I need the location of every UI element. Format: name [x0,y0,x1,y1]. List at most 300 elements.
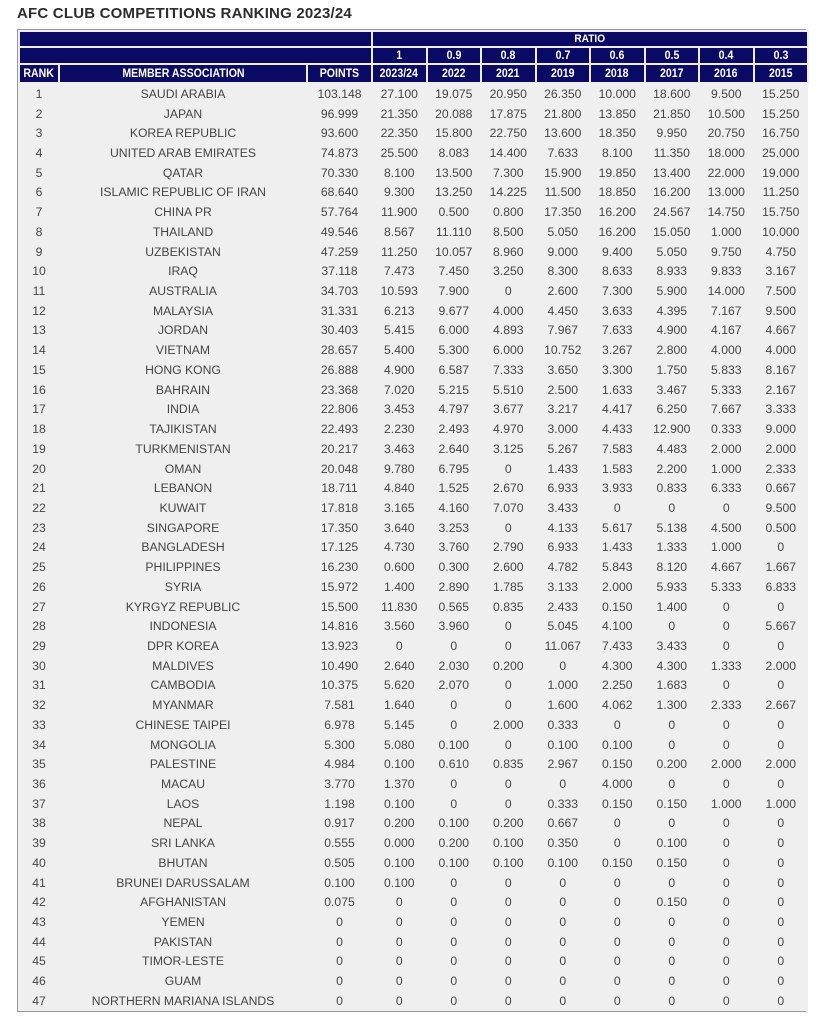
ratio-cell: 0 [645,912,700,932]
ratio-cell: 18.350 [590,123,645,143]
table-row [19,242,808,262]
ratio-cell: 0 [754,676,809,696]
association-cell: SRI LANKA [59,833,307,853]
ratio-cell: 7.633 [536,143,591,163]
association-cell: TURKMENISTAN [59,439,307,459]
table-row [19,518,808,538]
ratio-cell: 0 [481,912,536,932]
table-row [19,833,808,853]
ratio-cell: 14.400 [481,143,536,163]
rank-cell: 38 [19,814,59,834]
ratio-cell: 0 [645,715,700,735]
ratio-cell: 2.200 [645,459,700,479]
association-cell: UNITED ARAB EMIRATES [59,143,307,163]
points-cell: 30.403 [307,321,372,341]
rank-cell: 46 [19,971,59,991]
ratio-cell: 0 [481,616,536,636]
ratio-cell: 8.500 [481,222,536,242]
points-cell: 5.300 [307,735,372,755]
ratio-cell: 11.067 [536,636,591,656]
ratio-cell: 11.900 [372,202,427,222]
points-cell: 28.657 [307,340,372,360]
ratio-cell: 0 [590,892,645,912]
ratio-cell: 10.000 [754,222,809,242]
association-cell: MACAU [59,774,307,794]
ratio-cell: 0 [699,498,754,518]
points-cell: 93.600 [307,123,372,143]
ratio-cell: 2.000 [699,439,754,459]
points-cell: 14.816 [307,616,372,636]
ratio-cell: 0.333 [536,715,591,735]
points-cell: 23.368 [307,380,372,400]
table-row [19,301,808,321]
ratio-cell: 20.950 [481,83,536,104]
table-row [19,557,808,577]
association-column-header [59,64,307,83]
header-spacer-cell [19,31,372,47]
ratio-cell: 2.333 [699,695,754,715]
ratio-cell: 10.057 [427,242,482,262]
ratio-cell: 5.333 [699,577,754,597]
ratio-cell: 3.250 [481,261,536,281]
ratio-cell: 21.350 [372,104,427,124]
ratio-value-label: 0.5 [664,49,680,62]
ratio-cell: 0 [754,952,809,972]
ratio-cell: 0.667 [536,814,591,834]
ratio-cell: 0 [372,952,427,972]
rank-cell: 3 [19,123,59,143]
table-row [19,380,808,400]
ratio-cell: 19.000 [754,163,809,183]
ratio-cell: 0 [754,892,809,912]
points-cell: 0 [307,971,372,991]
ratio-cell: 1.333 [645,538,700,558]
ratio-cell: 6.933 [536,538,591,558]
ratio-cell: 0 [427,715,482,735]
table-row [19,754,808,774]
year-column-header [427,64,482,83]
ratio-cell: 9.780 [372,459,427,479]
rank-cell: 20 [19,459,59,479]
column-label: 2021 [496,67,521,80]
ratio-cell: 5.050 [645,242,700,262]
ratio-cell: 17.875 [481,104,536,124]
association-cell: UZBEKISTAN [59,242,307,262]
ratio-cell: 7.667 [699,400,754,420]
ratio-cell: 0.150 [590,754,645,774]
ratio-cell: 0.200 [481,656,536,676]
ratio-cell: 0 [481,774,536,794]
association-cell: PAKISTAN [59,932,307,952]
ratio-cell: 0 [536,952,591,972]
ratio-cell: 0.667 [754,478,809,498]
ratio-cell: 9.833 [699,261,754,281]
ratio-cell: 0 [590,715,645,735]
points-cell: 0.917 [307,814,372,834]
points-cell: 17.818 [307,498,372,518]
ratio-cell: 4.900 [645,321,700,341]
ratio-cell: 6.833 [754,577,809,597]
ratio-value-label: 0.8 [500,49,516,62]
ratio-cell: 4.062 [590,695,645,715]
ratio-cell: 0 [372,912,427,932]
ratio-cell: 0 [427,991,482,1011]
ratio-cell: 0 [536,656,591,676]
ratio-cell: 0.610 [427,754,482,774]
points-cell: 57.764 [307,202,372,222]
ratio-cell: 0.300 [427,557,482,577]
ratio-cell: 0.100 [372,794,427,814]
points-cell: 0 [307,932,372,952]
ratio-cell: 4.667 [754,321,809,341]
ratio-cell: 4.840 [372,478,427,498]
ratio-value-header [699,47,754,64]
ratio-cell: 0 [645,952,700,972]
ratio-cell: 11.250 [754,183,809,203]
rank-cell: 42 [19,892,59,912]
ratio-cell: 13.250 [427,183,482,203]
ratio-cell: 0 [754,971,809,991]
points-cell: 68.640 [307,183,372,203]
ratio-cell: 5.333 [699,380,754,400]
rank-cell: 10 [19,261,59,281]
rank-cell: 8 [19,222,59,242]
ratio-cell: 8.083 [427,143,482,163]
ratio-cell: 0 [536,774,591,794]
ratio-cell: 3.560 [372,616,427,636]
association-cell: ISLAMIC REPUBLIC OF IRAN [59,183,307,203]
ratio-cell: 15.250 [754,83,809,104]
ratio-cell: 1.370 [372,774,427,794]
ratio-cell: 1.333 [699,656,754,676]
ratio-cell: 5.900 [645,281,700,301]
ratio-cell: 8.167 [754,360,809,380]
ratio-cell: 0.600 [372,557,427,577]
ratio-cell: 2.600 [481,557,536,577]
ratio-cell: 2.230 [372,419,427,439]
association-cell: SAUDI ARABIA [59,83,307,104]
table-row [19,577,808,597]
ratio-cell: 3.165 [372,498,427,518]
ratio-cell: 0 [699,774,754,794]
ratio-cell: 0 [754,833,809,853]
points-cell: 6.978 [307,715,372,735]
ratio-cell: 2.333 [754,459,809,479]
ratio-cell: 27.100 [372,83,427,104]
ratio-cell: 3.433 [536,498,591,518]
rank-cell: 2 [19,104,59,124]
ratio-cell: 1.525 [427,478,482,498]
ratio-cell: 0.500 [754,518,809,538]
ratio-cell: 0 [481,735,536,755]
association-cell: INDIA [59,400,307,420]
ratio-cell: 1.000 [699,538,754,558]
year-column-header [590,64,645,83]
ratio-cell: 19.075 [427,83,482,104]
ratio-cell: 3.650 [536,360,591,380]
ratio-cell: 3.453 [372,400,427,420]
association-cell: JORDAN [59,321,307,341]
table-row [19,952,808,972]
ratio-cell: 3.333 [754,400,809,420]
table-row [19,123,808,143]
table-row [19,735,808,755]
ratio-cell: 1.785 [481,577,536,597]
table-row [19,695,808,715]
ratio-cell: 4.300 [645,656,700,676]
table-row [19,163,808,183]
ratio-cell: 8.933 [645,261,700,281]
ratio-cell: 1.000 [699,459,754,479]
ratio-cell: 3.463 [372,439,427,459]
ratio-cell: 15.800 [427,123,482,143]
association-cell: CHINA PR [59,202,307,222]
ratio-cell: 0 [754,636,809,656]
ratio-cell: 0 [481,971,536,991]
ratio-cell: 13.500 [427,163,482,183]
ratio-cell: 17.350 [536,202,591,222]
ratio-cell: 4.167 [699,321,754,341]
ratio-cell: 4.900 [372,360,427,380]
ratio-cell: 14.225 [481,183,536,203]
ratio-cell: 0.150 [645,892,700,912]
ratio-cell: 9.000 [754,419,809,439]
ratio-cell: 7.167 [699,301,754,321]
ratio-cell: 0 [590,912,645,932]
ratio-cell: 2.000 [481,715,536,735]
points-cell: 70.330 [307,163,372,183]
ratio-cell: 0 [481,695,536,715]
association-cell: MALDIVES [59,656,307,676]
ranking-table [18,30,809,1011]
points-cell: 26.888 [307,360,372,380]
ratio-cell: 3.960 [427,616,482,636]
ratio-cell: 0.100 [372,873,427,893]
association-cell: BRUNEI DARUSSALAM [59,873,307,893]
ratio-cell: 0 [481,459,536,479]
ratio-cell: 2.167 [754,380,809,400]
ratio-cell: 11.500 [536,183,591,203]
table-row [19,439,808,459]
rank-cell: 44 [19,932,59,952]
ratio-cell: 4.970 [481,419,536,439]
rank-cell: 22 [19,498,59,518]
points-cell: 0.505 [307,853,372,873]
points-cell: 0.100 [307,873,372,893]
year-column-header [699,64,754,83]
ratio-cell: 4.100 [590,616,645,636]
table-row [19,853,808,873]
ratio-cell: 15.900 [536,163,591,183]
ratio-cell: 8.100 [372,163,427,183]
ratio-cell: 8.120 [645,557,700,577]
points-cell: 0 [307,991,372,1011]
ratio-cell: 0.000 [372,833,427,853]
ratio-cell: 1.667 [754,557,809,577]
column-label: 2023/24 [380,67,419,80]
ratio-cell: 9.400 [590,242,645,262]
ratio-cell: 4.667 [699,557,754,577]
table-row [19,498,808,518]
ratio-cell: 4.417 [590,400,645,420]
column-label: 2016 [714,67,739,80]
ratio-cell: 7.900 [427,281,482,301]
ratio-cell: 8.633 [590,261,645,281]
ratio-cell: 13.600 [536,123,591,143]
rank-cell: 47 [19,991,59,1011]
rank-cell: 18 [19,419,59,439]
ratio-cell: 0 [481,991,536,1011]
association-cell: LAOS [59,794,307,814]
ratio-cell: 1.300 [645,695,700,715]
rank-cell: 30 [19,656,59,676]
rank-cell: 43 [19,912,59,932]
ratio-cell: 0 [427,873,482,893]
ratio-cell: 7.020 [372,380,427,400]
ratio-cell: 12.900 [645,419,700,439]
ratio-cell: 9.677 [427,301,482,321]
ratio-cell: 7.633 [590,321,645,341]
ratio-cell: 0 [481,281,536,301]
ratio-cell: 15.750 [754,202,809,222]
ratio-cell: 3.633 [590,301,645,321]
ratio-cell: 0 [590,873,645,893]
rank-cell: 25 [19,557,59,577]
ranking-table-container [17,29,806,1012]
ratio-cell: 2.000 [754,656,809,676]
ratio-value-label: 1 [396,49,403,62]
ratio-cell: 5.050 [536,222,591,242]
ratio-cell: 0 [590,952,645,972]
association-cell: BANGLADESH [59,538,307,558]
year-column-header [645,64,700,83]
ratio-cell: 4.000 [699,340,754,360]
ratio-cell: 0 [754,912,809,932]
ratio-cell: 8.960 [481,242,536,262]
rank-cell: 17 [19,400,59,420]
ratio-cell: 0 [427,794,482,814]
rank-cell: 19 [19,439,59,459]
ratio-cell: 0 [536,932,591,952]
ratio-cell: 6.587 [427,360,482,380]
ratio-cell: 22.350 [372,123,427,143]
ratio-cell: 15.050 [645,222,700,242]
ratio-cell: 0 [645,616,700,636]
ratio-cell: 2.967 [536,754,591,774]
ratio-value-header [536,47,591,64]
ratio-cell: 0 [372,932,427,952]
points-cell: 15.500 [307,597,372,617]
ratio-cell: 0 [590,814,645,834]
ratio-cell: 8.100 [590,143,645,163]
ratio-cell: 0 [699,991,754,1011]
ratio-cell: 1.683 [645,676,700,696]
ratio-cell: 5.510 [481,380,536,400]
rank-cell: 36 [19,774,59,794]
ratio-cell: 5.145 [372,715,427,735]
ratio-cell: 0 [645,971,700,991]
ratio-cell: 0 [754,853,809,873]
association-cell: SINGAPORE [59,518,307,538]
ratio-cell: 0 [754,538,809,558]
ratio-cell: 1.000 [536,676,591,696]
ratio-cell: 16.200 [645,183,700,203]
ratio-cell: 5.620 [372,676,427,696]
ratio-cell: 20.750 [699,123,754,143]
association-cell: VIETNAM [59,340,307,360]
rank-cell: 15 [19,360,59,380]
association-cell: BHUTAN [59,853,307,873]
ratio-cell: 1.750 [645,360,700,380]
ratio-cell: 0.100 [590,735,645,755]
ratio-cell: 7.300 [590,281,645,301]
column-label: POINTS [319,67,360,80]
page-title: AFC CLUB COMPETITIONS RANKING 2023/24 [17,5,352,22]
ratio-cell: 5.267 [536,439,591,459]
points-column-header [307,64,372,83]
association-cell: NEPAL [59,814,307,834]
ratio-cell: 20.088 [427,104,482,124]
ratio-cell: 0 [481,952,536,972]
association-cell: GUAM [59,971,307,991]
rank-cell: 13 [19,321,59,341]
points-cell: 96.999 [307,104,372,124]
year-column-header [754,64,809,83]
ratio-cell: 2.000 [590,577,645,597]
table-body [19,83,808,1011]
ratio-cell: 0 [427,636,482,656]
points-cell: 34.703 [307,281,372,301]
ratio-cell: 0 [427,932,482,952]
column-label: 2015 [769,67,793,80]
ratio-cell: 9.500 [699,83,754,104]
rank-cell: 4 [19,143,59,163]
points-cell: 22.806 [307,400,372,420]
table-row [19,340,808,360]
table-row [19,912,808,932]
ratio-cell: 3.760 [427,538,482,558]
ratio-cell: 0.150 [590,853,645,873]
points-cell: 7.581 [307,695,372,715]
ratio-cell: 10.500 [699,104,754,124]
ratio-cell: 0.333 [536,794,591,814]
ratio-cell: 0 [372,892,427,912]
ratio-cell: 7.070 [481,498,536,518]
ratio-cell: 11.110 [427,222,482,242]
ratio-cell: 4.000 [481,301,536,321]
ratio-cell: 0 [427,912,482,932]
ratio-cell: 0 [754,991,809,1011]
ratio-cell: 3.267 [590,340,645,360]
points-cell: 17.350 [307,518,372,538]
association-cell: NORTHERN MARIANA ISLANDS [59,991,307,1011]
ratio-cell: 5.843 [590,557,645,577]
rank-cell: 29 [19,636,59,656]
ratio-cell: 0 [590,498,645,518]
ratio-cell: 4.160 [427,498,482,518]
ratio-cell: 14.000 [699,281,754,301]
ratio-cell: 2.000 [699,754,754,774]
ratio-cell: 0 [699,853,754,873]
points-cell: 20.217 [307,439,372,459]
points-cell: 18.711 [307,478,372,498]
ratio-cell: 0 [481,932,536,952]
ratio-cell: 1.400 [645,597,700,617]
ratio-cell: 11.830 [372,597,427,617]
ratio-cell: 0 [536,912,591,932]
points-cell: 49.546 [307,222,372,242]
ratio-cell: 0 [481,518,536,538]
